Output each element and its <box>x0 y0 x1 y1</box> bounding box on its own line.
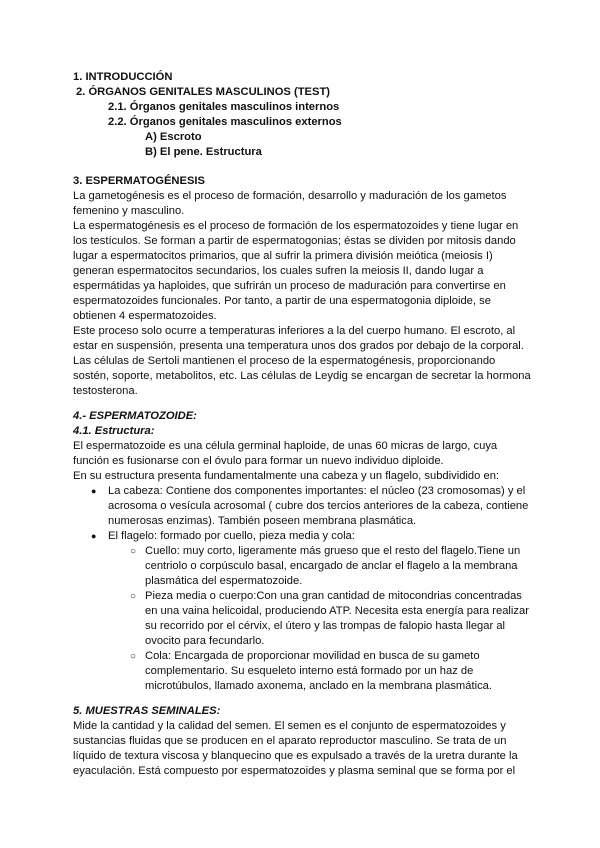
bullet-cabeza-line: acrosoma o vesícula acrosomal ( cubre dos tercios anteriores de la cabeza, contiene <box>108 500 529 512</box>
sub-cola-line: Cola: Encargada de proporcionar movilidad en busca de su gameto <box>145 650 480 662</box>
sub-cuello-line: centriolo o corpúsculo basal, encargado de anclar el flagelo a la membrana <box>145 560 518 572</box>
section-5-heading: 5. MUESTRAS SEMINALES: <box>73 705 221 717</box>
s3-line: sostén, soporte, metabolitos, etc. Las células de Leydig se encargan de secretar la hormona <box>73 370 531 382</box>
toc-internos: 2.1. Órganos genitales masculinos internos <box>108 101 340 113</box>
s5-line: sustancias fluidas que se producen en el aparato reproductor masculino. Se trata de un <box>73 735 507 747</box>
s3-line: Las células de Sertoli mantienen el proceso de la espermatogénesis, proporcionando <box>73 355 496 367</box>
s3-line: Este proceso solo ocurre a temperaturas inferiores a la del cuerpo humano. El escroto, al <box>73 325 516 337</box>
sub-pieza-line: su recorrido por el cérvix, el útero y las trompas de falopio hasta llegar al <box>145 620 506 632</box>
s3-line: obtienen 4 espermatozoides. <box>73 310 217 322</box>
s5-line: eyaculación. Está compuesto por espermatozoides y plasma seminal que se forma por el <box>73 765 516 777</box>
bullet-dot-icon: ● <box>91 486 97 496</box>
bullet-cabeza-line: numerosas enzimas). También poseen membrana plasmática. <box>108 515 417 527</box>
s3-line: lugar a espermatocitos primarios, que al sufrir la primera división meiótica (meiosis I) <box>73 250 493 262</box>
s3-line: La espermatogénesis es el proceso de formación de los espermatozoides y tiene lugar en <box>73 220 519 232</box>
section-4-heading: 4.- ESPERMATOZOIDE: <box>73 410 197 422</box>
s3-line: espermatozoides funcionales. Por tanto, a partir de una espermatogonia diploide, se <box>73 295 491 307</box>
circle-bullet-icon: ○ <box>130 591 137 602</box>
s3-line: los testículos. Se forman a partir de espermatogonias; éstas se dividen por mitosis dando <box>73 235 516 247</box>
s5-line: Mide la cantidad y la calidad del semen. El semen es el conjunto de espermatozoides y <box>73 720 506 732</box>
bullet-flagelo: El flagelo: formado por cuello, pieza media y cola: <box>108 530 355 542</box>
bullet-dot-icon: ● <box>91 531 97 541</box>
toc-escroto: A) Escroto <box>145 131 202 143</box>
s4-line: En su estructura presenta fundamentalmente una cabeza y un flagelo, subdividido en: <box>73 470 500 482</box>
s3-line: generan espermatocitos secundarios, los cuales sufren la meiosis II, dando lugar a <box>73 265 484 277</box>
toc-externos: 2.2. Órganos genitales masculinos externos <box>108 116 342 128</box>
sub-pieza-line: en una vaina helicoidal, produciendo ATP. Necesita esta energía para realizar <box>145 605 529 617</box>
toc-organos: 2. ÓRGANOS GENITALES MASCULINOS (TEST) <box>76 86 331 98</box>
section-4-1-heading: 4.1. Estructura: <box>73 425 155 437</box>
sub-cola-line: microtúbulos, llamado axonema, anclado en la membrana plasmática. <box>145 680 492 692</box>
circle-bullet-icon: ○ <box>130 651 137 662</box>
s3-line: La gametogénesis es el proceso de formación, desarrollo y maduración de los gametos <box>73 190 507 202</box>
sub-pieza-line: ovocito para fecundarlo. <box>145 635 265 647</box>
bullet-cabeza-line: La cabeza: Contiene dos componentes importantes: el núcleo (23 cromosomas) y el <box>108 485 526 497</box>
s3-line: testosterona. <box>73 385 138 397</box>
toc-intro: 1. INTRODUCCIÓN <box>73 71 173 83</box>
sub-cola-line: complementario. Su esqueleto interno está formado por un haz de <box>145 665 474 677</box>
s3-line: femenino y masculino. <box>73 205 185 217</box>
s4-line: función es fusionarse con el óvulo para formar un nuevo individuo diploide. <box>73 455 444 467</box>
s4-line: El espermatozoide es una célula germinal haploide, de unas 60 micras de largo, cuya <box>73 440 498 452</box>
toc-pene: B) El pene. Estructura <box>145 146 262 158</box>
sub-cuello-line: Cuello: muy corto, ligeramente más grueso que el resto del flagelo.Tiene un <box>145 545 521 557</box>
circle-bullet-icon: ○ <box>130 546 137 557</box>
s3-line: espermátidas ya haploides, que sufrirán un proceso de maduración para convertirse en <box>73 280 506 292</box>
s5-line: líquido de textura viscosa y blanquecino que es expulsado a través de la uretra durante la <box>73 750 518 762</box>
sub-cuello-line: plasmática del espermatozoide. <box>145 575 303 587</box>
section-3-heading: 3. ESPERMATOGÉNESIS <box>73 175 206 187</box>
sub-pieza-line: Pieza media o cuerpo:Con una gran cantidad de mitocondrias concentradas <box>145 590 522 602</box>
s3-line: estar en suspensión, presenta una temperatura unos dos grados por debajo de la corporal. <box>73 340 524 352</box>
